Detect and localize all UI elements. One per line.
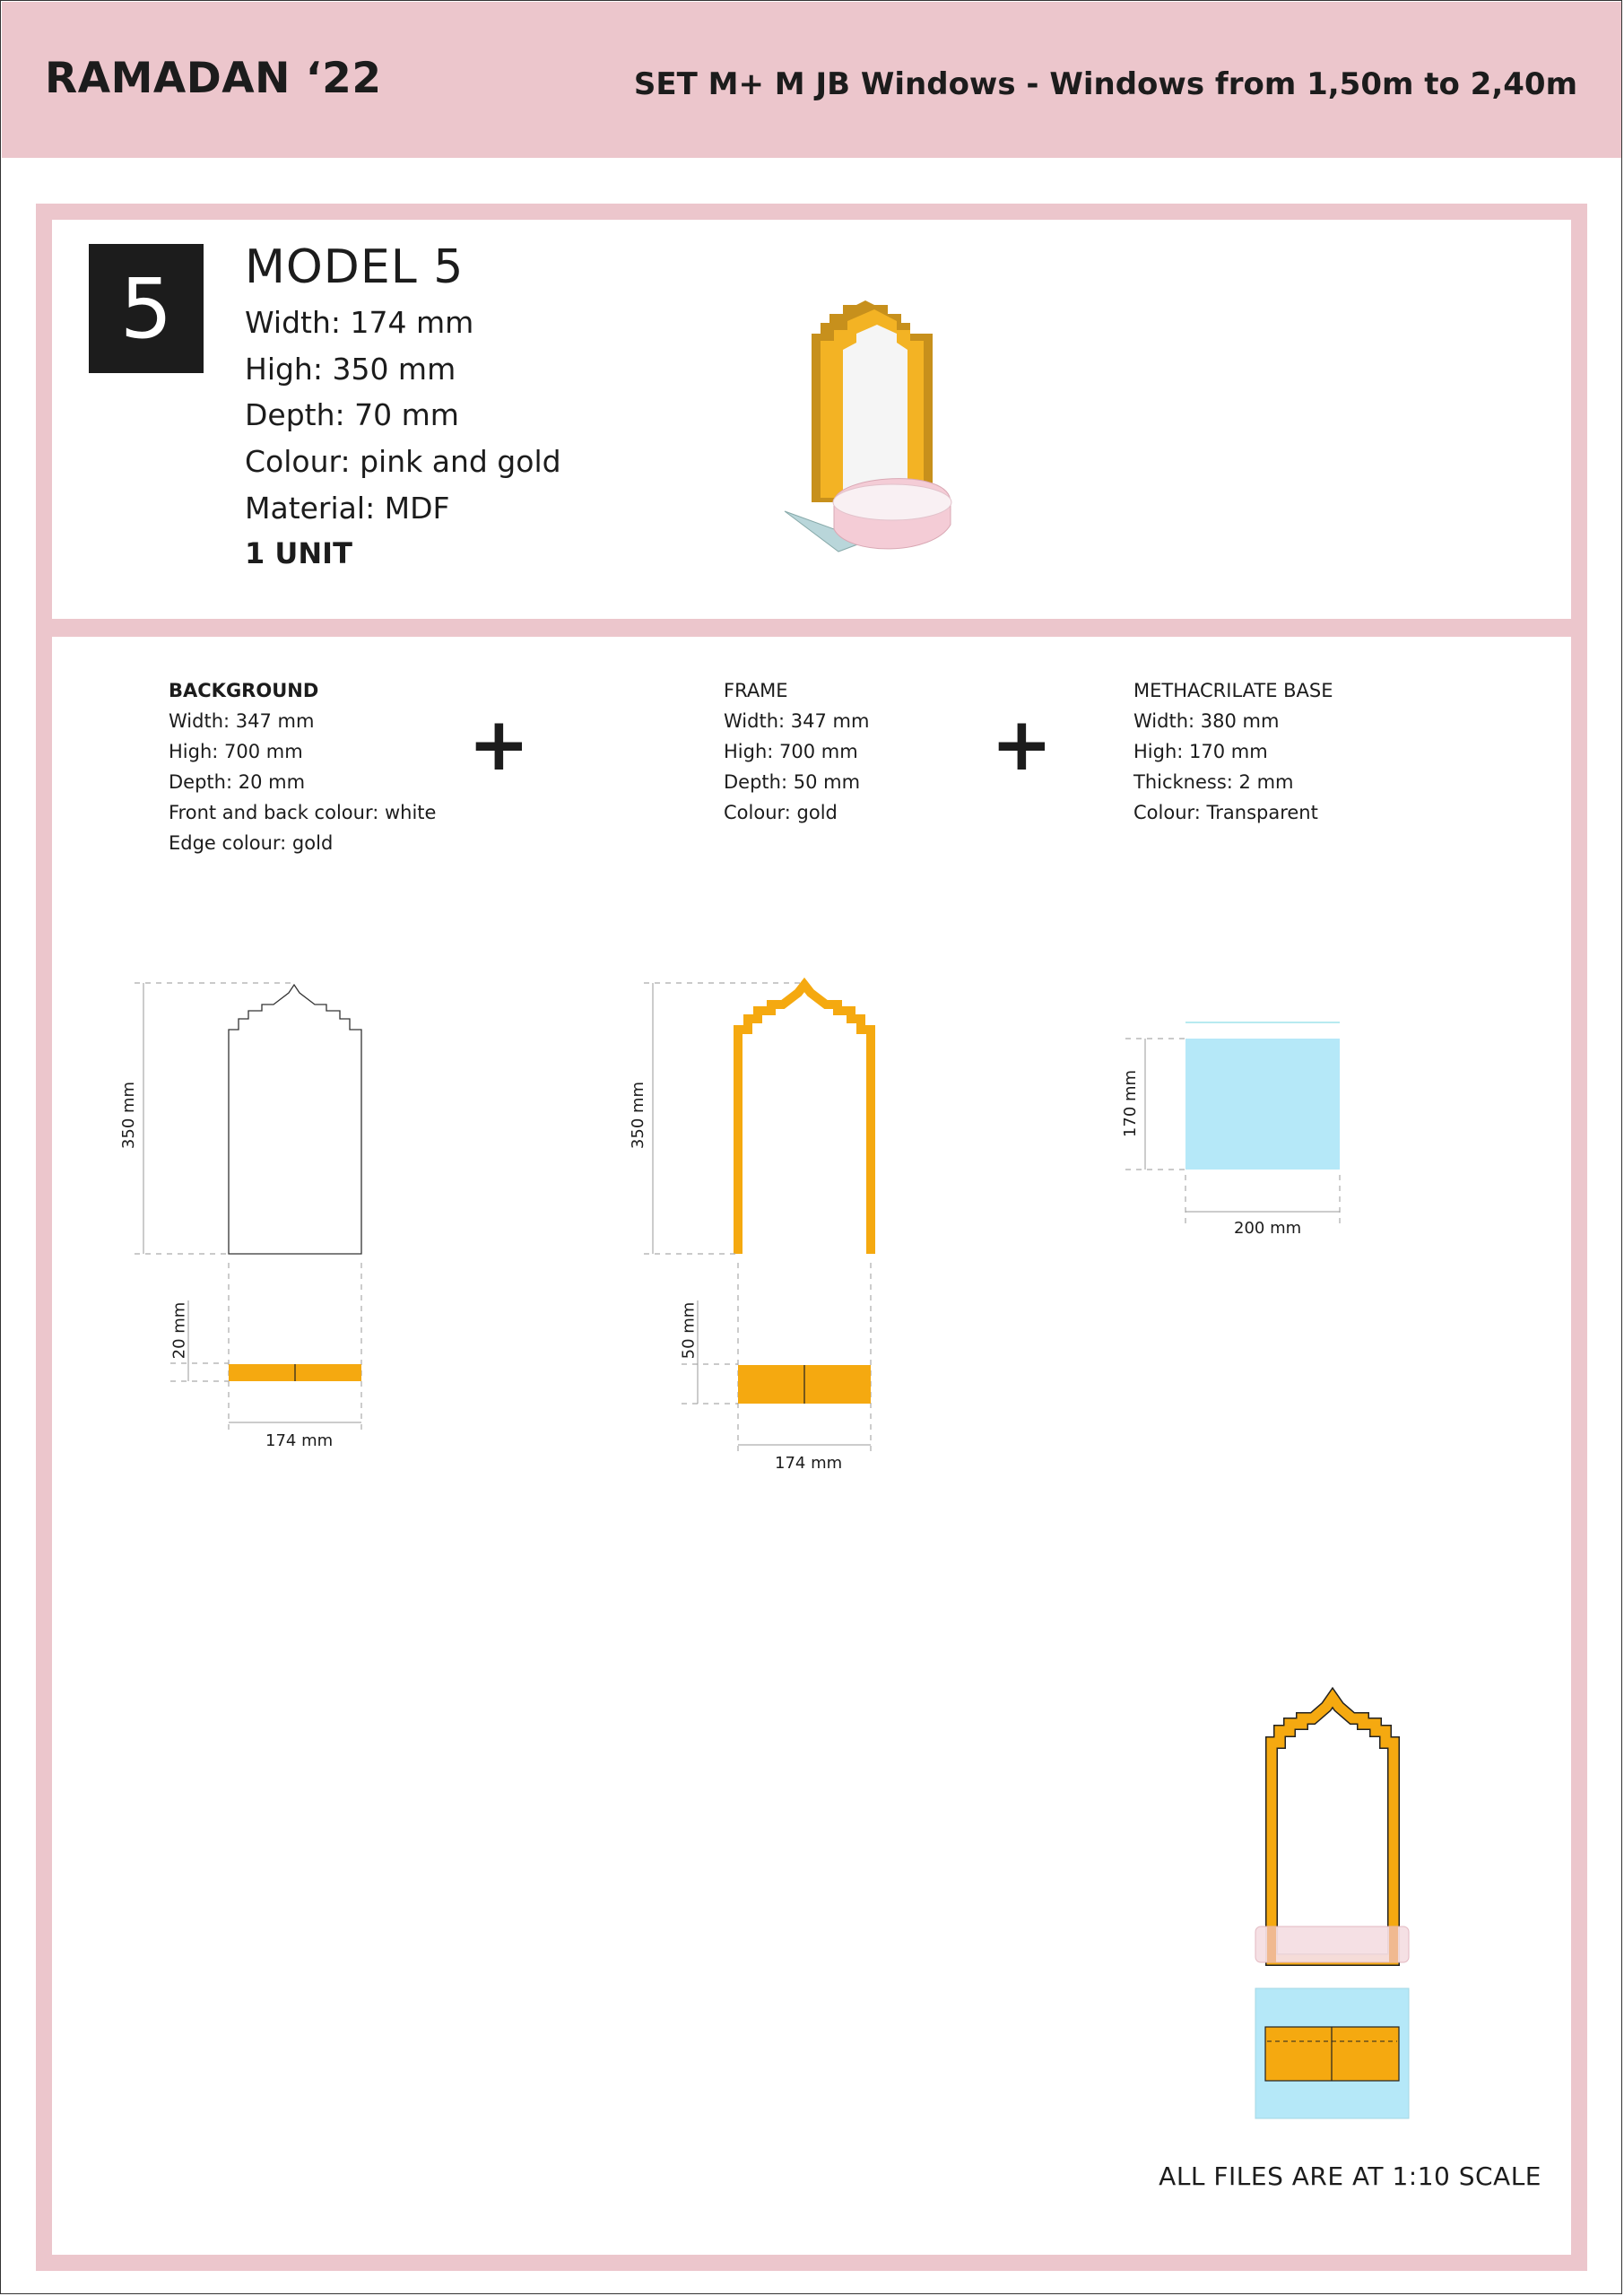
assembly-drawing — [1255, 1698, 1409, 2118]
dim-base-width: 200 mm — [1234, 1219, 1302, 1238]
part-title: METHACRILATE BASE — [1133, 680, 1333, 701]
part-line: High: 700 mm — [724, 741, 858, 762]
base-drawing — [1125, 1022, 1340, 1229]
model-title: MODEL 5 — [245, 240, 465, 294]
part-line: Edge colour: gold — [169, 832, 334, 854]
plus-sign: + — [991, 702, 1053, 787]
set-title: SET M+ M JB Windows - Windows from 1,50m to 2,40m — [633, 66, 1577, 102]
dim-bg-height: 350 mm — [119, 1081, 139, 1150]
part-line: Front and back colour: white — [169, 802, 437, 823]
part-title: FRAME — [724, 680, 788, 701]
spec-width: Width: 174 mm — [245, 305, 474, 340]
scale-note: ALL FILES ARE AT 1:10 SCALE — [1159, 2161, 1541, 2191]
part-line: High: 700 mm — [169, 741, 303, 762]
dim-frame-width: 174 mm — [775, 1454, 843, 1473]
plus-sign: + — [468, 702, 530, 787]
model-render — [785, 300, 951, 552]
dim-frame-height: 350 mm — [629, 1081, 648, 1150]
part-line: Depth: 20 mm — [169, 771, 306, 793]
part-title: BACKGROUND — [169, 680, 319, 701]
part-line: Thickness: 2 mm — [1133, 771, 1294, 793]
dim-bg-depth: 20 mm — [169, 1301, 189, 1360]
spec-colour: Colour: pink and gold — [245, 444, 561, 479]
spec-depth: Depth: 70 mm — [245, 397, 459, 432]
part-line: Width: 380 mm — [1133, 710, 1280, 732]
spec-material: Material: MDF — [245, 491, 450, 526]
frame-drawing — [644, 983, 871, 1453]
dim-bg-width: 174 mm — [265, 1431, 334, 1450]
part-line: Colour: Transparent — [1133, 802, 1318, 823]
brand-title: RAMADAN ‘22 — [45, 54, 382, 103]
spec-height: High: 350 mm — [245, 352, 456, 387]
dim-base-height: 170 mm — [1121, 1069, 1141, 1138]
unit-count: 1 UNIT — [245, 536, 352, 570]
part-line: Depth: 50 mm — [724, 771, 861, 793]
part-line: Colour: gold — [724, 802, 838, 823]
part-line: High: 170 mm — [1133, 741, 1268, 762]
dim-frame-depth: 50 mm — [679, 1301, 699, 1360]
background-drawing — [135, 983, 361, 1431]
part-line: Width: 347 mm — [724, 710, 870, 732]
model-number-badge: 5 — [89, 244, 204, 373]
part-line: Width: 347 mm — [169, 710, 315, 732]
